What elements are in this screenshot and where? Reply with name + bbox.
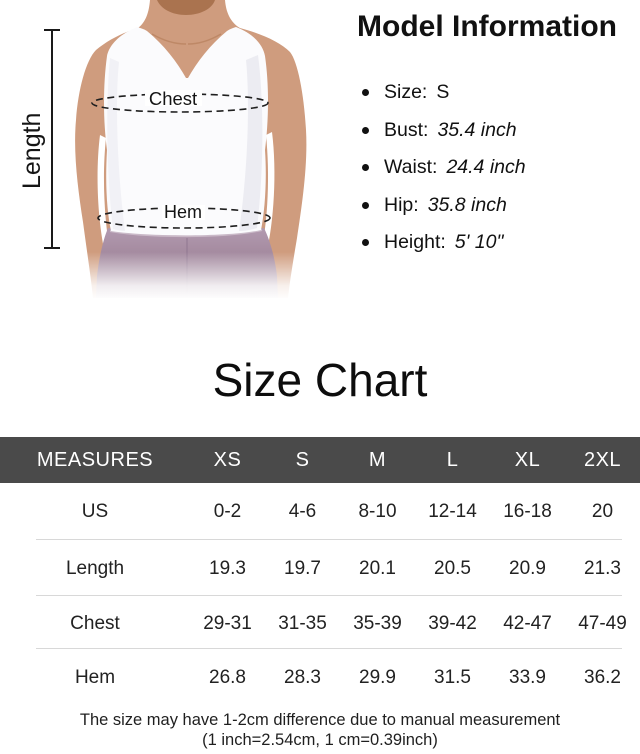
item-value: 24.4 inch [446, 156, 526, 179]
model-information [357, 10, 635, 262]
size-cell: 16-18 [503, 501, 552, 522]
chest-label: Chest [148, 88, 198, 109]
size-cell: 4-6 [288, 501, 317, 522]
table-row-hem [0, 650, 640, 705]
size-cell: 29-31 [203, 612, 252, 634]
item-label: Size: [384, 81, 428, 104]
size-cell: 20.5 [434, 558, 471, 579]
row-divider [36, 595, 622, 596]
size-cell: 0-2 [213, 501, 242, 522]
size-cell: 33.9 [509, 666, 546, 688]
item-value: 35.4 inch [437, 118, 517, 141]
model-figure [28, 0, 320, 300]
size-cell: 19.3 [209, 558, 246, 579]
item-value: 5' 10" [454, 231, 504, 254]
measurement-footnote [0, 711, 640, 750]
row-label: Chest [70, 612, 120, 634]
col-header-measures: MEASURES [0, 437, 190, 483]
item-value: 35.8 inch [427, 193, 507, 216]
row-label: Hem [74, 666, 116, 688]
size-cell: 31-35 [278, 612, 327, 634]
table-row-chest [0, 597, 640, 650]
model-information-title: Model Information [357, 10, 617, 43]
size-cell: 20 [591, 501, 614, 522]
row-divider [36, 648, 622, 649]
row-label: Length [65, 558, 125, 579]
item-label: Height: [384, 231, 446, 254]
col-header-m: M [340, 437, 415, 483]
bullet-icon [362, 202, 369, 209]
col-header-xl: XL [490, 437, 565, 483]
length-arrow [44, 30, 60, 248]
model-info-item-waist [357, 149, 635, 187]
model-info-item-bust [357, 112, 635, 150]
row-divider [36, 539, 622, 540]
size-chart-table [0, 437, 640, 705]
item-label: Waist: [384, 156, 438, 179]
size-cell: 39-42 [428, 612, 477, 634]
size-cell: 36.2 [584, 666, 621, 688]
model-info-item-hip [357, 187, 635, 225]
item-label: Bust: [384, 118, 429, 141]
bullet-icon [362, 127, 369, 134]
size-cell: 29.9 [359, 666, 396, 688]
table-row-us [0, 483, 640, 541]
model-info-item-size [357, 74, 635, 112]
col-header-2xl: 2XL [565, 437, 640, 483]
model-photo [0, 0, 340, 300]
hem-label: Hem [163, 202, 203, 222]
model-info-item-height [357, 224, 635, 262]
table-header-row [0, 437, 640, 483]
table-row-length [0, 541, 640, 597]
size-cell: 31.5 [434, 666, 471, 688]
footnote-line-2: (1 inch=2.54cm, 1 cm=0.39inch) [202, 730, 438, 749]
row-label: US [81, 501, 109, 522]
size-cell: 42-47 [503, 612, 552, 634]
footnote-line-1: The size may have 1-2cm difference due to manual measurement [79, 711, 561, 729]
col-header-s: S [265, 437, 340, 483]
col-header-xs: XS [190, 437, 265, 483]
size-chart-title: Size Chart [212, 354, 428, 406]
size-cell: 26.8 [209, 666, 246, 688]
model-information-list [357, 74, 635, 262]
size-cell: 12-14 [428, 501, 477, 522]
size-cell: 21.3 [584, 558, 621, 579]
item-label: Hip: [384, 193, 419, 216]
size-cell: 35-39 [353, 612, 402, 634]
size-cell: 20.1 [359, 558, 396, 579]
bullet-icon [362, 164, 369, 171]
size-cell: 19.7 [284, 558, 321, 579]
size-cell: 20.9 [509, 558, 546, 579]
item-value: S [436, 81, 450, 104]
bullet-icon [362, 239, 369, 246]
size-cell: 47-49 [578, 612, 627, 634]
col-header-l: L [415, 437, 490, 483]
length-label: Length [18, 112, 46, 189]
bullet-icon [362, 89, 369, 96]
size-cell: 28.3 [284, 666, 321, 688]
size-cell: 8-10 [358, 501, 397, 522]
